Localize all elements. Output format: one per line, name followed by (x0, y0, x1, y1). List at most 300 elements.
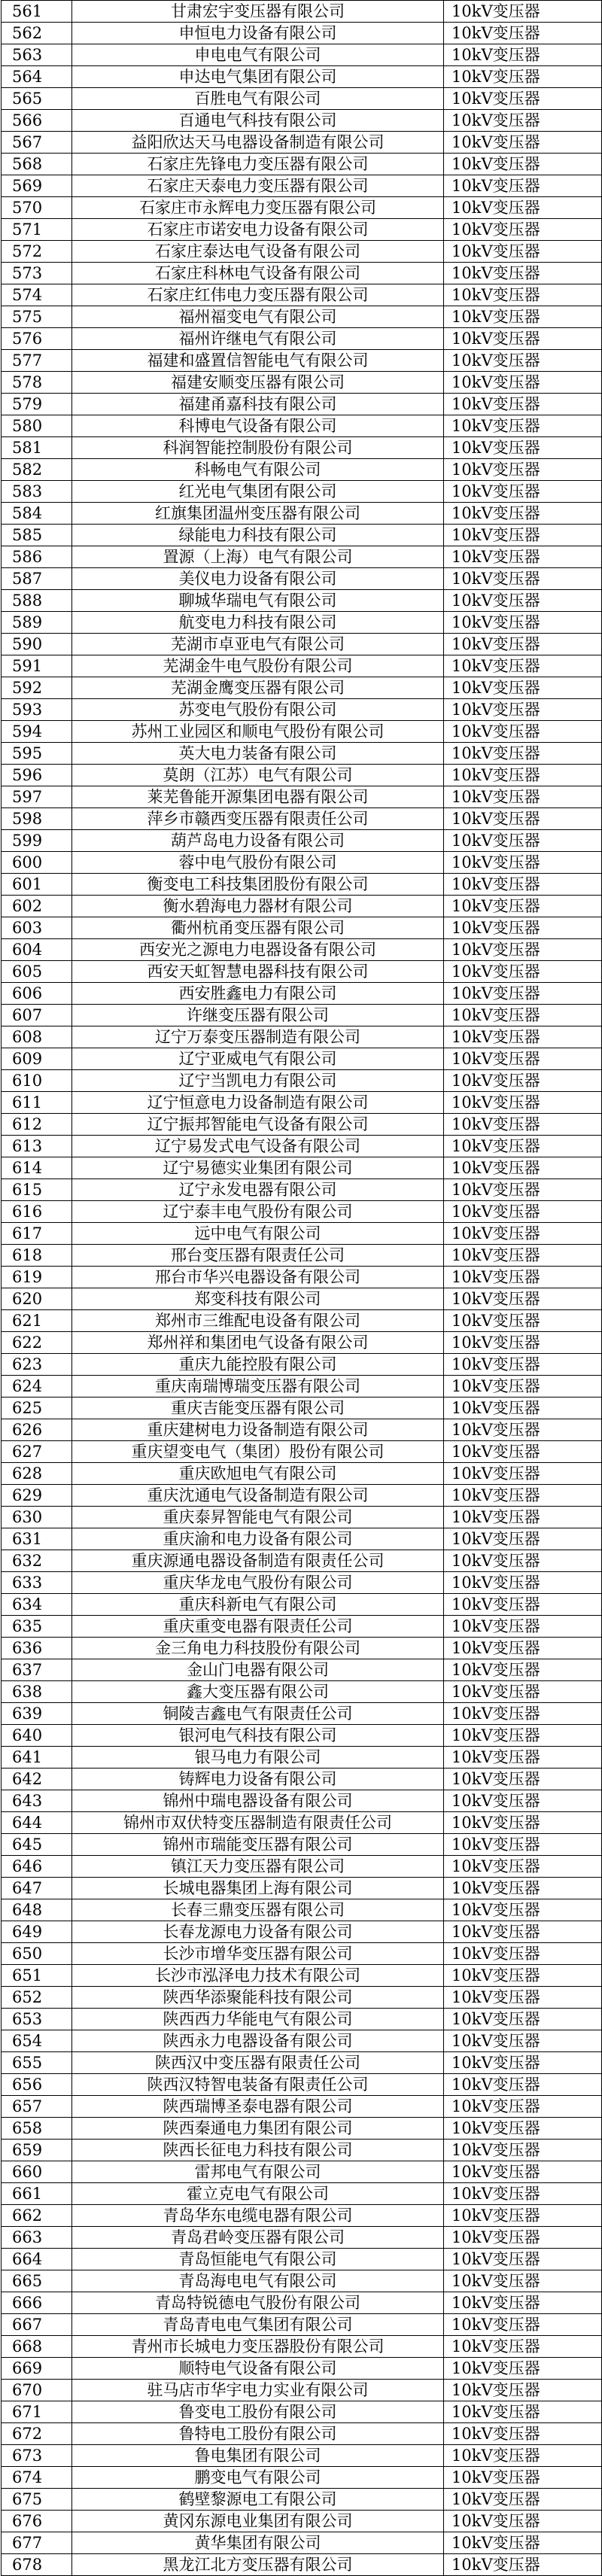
product-type-cell: 10kV变压器 (444, 699, 602, 721)
row-index-cell: 668 (2, 2336, 72, 2358)
company-name-cell: 莱芜鲁能开源集团电器有限公司 (72, 786, 444, 808)
row-index-cell: 640 (2, 1725, 72, 1747)
product-type-cell: 10kV变压器 (444, 590, 602, 612)
row-index-cell: 593 (2, 699, 72, 721)
company-name-cell: 鲁变电工股份有限公司 (72, 2401, 444, 2423)
product-type-cell: 10kV变压器 (444, 786, 602, 808)
company-name-cell: 百胜电气有限公司 (72, 88, 444, 110)
company-name-cell: 辽宁易德实业集团有限公司 (72, 1157, 444, 1179)
table-row (2, 2227, 602, 2249)
company-name-cell: 石家庄天泰电力变压器有限公司 (72, 175, 444, 197)
table-row (2, 197, 602, 219)
row-index-cell: 661 (2, 2183, 72, 2205)
row-index-cell: 604 (2, 939, 72, 961)
row-index-cell: 626 (2, 1419, 72, 1441)
company-name-cell: 莫朗（江苏）电气有限公司 (72, 765, 444, 786)
row-index-cell: 599 (2, 830, 72, 852)
row-index-cell: 634 (2, 1594, 72, 1616)
company-name-cell: 重庆重变电器有限责任公司 (72, 1616, 444, 1638)
row-index-cell: 622 (2, 1332, 72, 1354)
product-type-cell: 10kV变压器 (444, 372, 602, 394)
table-row (2, 284, 602, 306)
company-name-cell: 银马电力有限公司 (72, 1747, 444, 1769)
row-index-cell: 613 (2, 1136, 72, 1157)
company-name-cell: 辽宁振邦智能电气设备有限公司 (72, 1114, 444, 1136)
product-type-cell: 10kV变压器 (444, 437, 602, 459)
row-index-cell: 611 (2, 1092, 72, 1114)
company-name-cell: 青岛特锐德电气股份有限公司 (72, 2292, 444, 2314)
product-type-cell: 10kV变压器 (444, 263, 602, 284)
row-index-cell: 677 (2, 2532, 72, 2554)
company-name-cell: 黑龙江北方变压器有限公司 (72, 2554, 444, 2576)
company-name-cell: 银河电气科技有限公司 (72, 1725, 444, 1747)
company-name-cell: 英大电力装备有限公司 (72, 743, 444, 765)
company-name-cell: 芜湖金鹰变压器有限公司 (72, 677, 444, 699)
table-row (2, 88, 602, 110)
table-row (2, 1201, 602, 1223)
row-index-cell: 587 (2, 568, 72, 590)
table-row (2, 1681, 602, 1703)
product-type-cell: 10kV变压器 (444, 1921, 602, 1943)
product-type-cell: 10kV变压器 (444, 1310, 602, 1332)
company-name-cell: 陕西汉特智电装备有限责任公司 (72, 2074, 444, 2096)
row-index-cell: 562 (2, 23, 72, 44)
company-name-cell: 西安胜鑫电力有限公司 (72, 983, 444, 1005)
company-name-cell: 西安天虹智慧电器科技有限公司 (72, 961, 444, 983)
product-type-cell: 10kV变压器 (444, 1267, 602, 1288)
table-row (2, 2554, 602, 2576)
product-type-cell: 10kV变压器 (444, 1965, 602, 1987)
row-index-cell: 673 (2, 2445, 72, 2467)
product-type-cell: 10kV变压器 (444, 284, 602, 306)
row-index-cell: 616 (2, 1201, 72, 1223)
row-index-cell: 653 (2, 2009, 72, 2030)
table-row (2, 132, 602, 154)
product-type-cell: 10kV变压器 (444, 1769, 602, 1790)
table-row (2, 1419, 602, 1441)
product-type-cell: 10kV变压器 (444, 655, 602, 677)
company-name-cell: 郑州祥和集团电气设备有限公司 (72, 1332, 444, 1354)
product-type-cell: 10kV变压器 (444, 1, 602, 23)
table-row (2, 2532, 602, 2554)
row-index-cell: 606 (2, 983, 72, 1005)
row-index-cell: 629 (2, 1485, 72, 1507)
row-index-cell: 610 (2, 1070, 72, 1092)
product-type-cell: 10kV变压器 (444, 917, 602, 939)
company-name-cell: 长春三鼎变压器有限公司 (72, 1899, 444, 1921)
product-type-cell: 10kV变压器 (444, 1048, 602, 1070)
company-name-cell: 科润智能控制股份有限公司 (72, 437, 444, 459)
product-type-cell: 10kV变压器 (444, 1681, 602, 1703)
table-row (2, 1921, 602, 1943)
product-type-cell: 10kV变压器 (444, 2358, 602, 2380)
row-index-cell: 590 (2, 634, 72, 655)
table-row (2, 525, 602, 546)
company-name-cell: 蓉中电气股份有限公司 (72, 852, 444, 874)
table-row (2, 1638, 602, 1659)
company-name-cell: 青岛君岭变压器有限公司 (72, 2227, 444, 2249)
company-name-cell: 百通电气科技有限公司 (72, 110, 444, 132)
product-type-cell: 10kV变压器 (444, 394, 602, 415)
product-type-cell: 10kV变压器 (444, 44, 602, 66)
row-index-cell: 576 (2, 328, 72, 350)
row-index-cell: 664 (2, 2249, 72, 2270)
company-name-cell: 远中电气有限公司 (72, 1223, 444, 1245)
product-type-cell: 10kV变压器 (444, 568, 602, 590)
company-name-cell: 重庆源通电器设备制造有限责任公司 (72, 1550, 444, 1572)
row-index-cell: 614 (2, 1157, 72, 1179)
row-index-cell: 643 (2, 1790, 72, 1812)
table-row (2, 786, 602, 808)
row-index-cell: 642 (2, 1769, 72, 1790)
product-type-cell: 10kV变压器 (444, 830, 602, 852)
row-index-cell: 660 (2, 2161, 72, 2183)
company-name-cell: 黄冈东源电业集团有限公司 (72, 2511, 444, 2532)
product-type-cell: 10kV变压器 (444, 503, 602, 525)
product-type-cell: 10kV变压器 (444, 2336, 602, 2358)
product-type-cell: 10kV变压器 (444, 808, 602, 830)
row-index-cell: 624 (2, 1376, 72, 1397)
company-name-cell: 重庆渝和电力设备有限公司 (72, 1528, 444, 1550)
table-row (2, 2161, 602, 2183)
product-type-cell: 10kV变压器 (444, 1026, 602, 1048)
company-name-cell: 科畅电气有限公司 (72, 459, 444, 481)
product-type-cell: 10kV变压器 (444, 1179, 602, 1201)
table-row (2, 2074, 602, 2096)
product-type-cell: 10kV变压器 (444, 1070, 602, 1092)
company-name-cell: 萍乡市赣西变压器有限责任公司 (72, 808, 444, 830)
company-name-cell: 青岛青电电气集团有限公司 (72, 2314, 444, 2336)
product-type-cell: 10kV变压器 (444, 1397, 602, 1419)
row-index-cell: 625 (2, 1397, 72, 1419)
company-name-cell: 航变电力科技有限公司 (72, 612, 444, 634)
company-name-cell: 陕西瑞博圣泰电器有限公司 (72, 2096, 444, 2118)
company-name-cell: 辽宁恒意电力设备制造有限公司 (72, 1092, 444, 1114)
row-index-cell: 602 (2, 896, 72, 917)
row-index-cell: 638 (2, 1681, 72, 1703)
company-name-cell: 石家庄泰达电气设备有限公司 (72, 241, 444, 263)
row-index-cell: 600 (2, 852, 72, 874)
table-row (2, 1114, 602, 1136)
product-type-cell: 10kV变压器 (444, 1332, 602, 1354)
row-index-cell: 586 (2, 546, 72, 568)
table-row (2, 896, 602, 917)
table-row (2, 263, 602, 284)
company-name-cell: 重庆建树电力设备制造有限公司 (72, 1419, 444, 1441)
product-type-cell: 10kV变压器 (444, 1223, 602, 1245)
row-index-cell: 569 (2, 175, 72, 197)
product-type-cell: 10kV变压器 (444, 1878, 602, 1899)
row-index-cell: 639 (2, 1703, 72, 1725)
product-type-cell: 10kV变压器 (444, 88, 602, 110)
row-index-cell: 663 (2, 2227, 72, 2249)
company-name-cell: 芜湖市卓亚电气有限公司 (72, 634, 444, 655)
company-name-cell: 辽宁亚威电气有限公司 (72, 1048, 444, 1070)
row-index-cell: 579 (2, 394, 72, 415)
row-index-cell: 561 (2, 1, 72, 23)
company-name-cell: 申电电气有限公司 (72, 44, 444, 66)
row-index-cell: 665 (2, 2270, 72, 2292)
company-name-cell: 甘肃宏宇变压器有限公司 (72, 1, 444, 23)
product-type-cell: 10kV变压器 (444, 1812, 602, 1834)
product-type-cell: 10kV变压器 (444, 23, 602, 44)
company-name-cell: 辽宁永发电器有限公司 (72, 1179, 444, 1201)
table-row (2, 1616, 602, 1638)
company-name-cell: 青岛华东电缆电器有限公司 (72, 2205, 444, 2227)
table-row (2, 1179, 602, 1201)
row-index-cell: 596 (2, 765, 72, 786)
row-index-cell: 654 (2, 2030, 72, 2052)
company-name-cell: 邢台市华兴电器设备有限公司 (72, 1267, 444, 1288)
row-index-cell: 584 (2, 503, 72, 525)
company-name-cell: 长沙市泓泽电力技术有限公司 (72, 1965, 444, 1987)
row-index-cell: 637 (2, 1659, 72, 1681)
product-type-cell: 10kV变压器 (444, 2140, 602, 2161)
row-index-cell: 612 (2, 1114, 72, 1136)
company-name-cell: 陕西汉中变压器有限责任公司 (72, 2052, 444, 2074)
table-row (2, 808, 602, 830)
company-name-cell: 绿能电力科技有限公司 (72, 525, 444, 546)
row-index-cell: 627 (2, 1441, 72, 1463)
table-row (2, 939, 602, 961)
product-type-cell: 10kV变压器 (444, 1201, 602, 1223)
product-type-cell: 10kV变压器 (444, 2489, 602, 2511)
product-type-cell: 10kV变压器 (444, 2270, 602, 2292)
table-row (2, 437, 602, 459)
product-type-cell: 10kV变压器 (444, 1092, 602, 1114)
table-row (2, 2009, 602, 2030)
table-row (2, 1026, 602, 1048)
row-index-cell: 623 (2, 1354, 72, 1376)
product-type-cell: 10kV变压器 (444, 1834, 602, 1856)
product-type-cell: 10kV变压器 (444, 175, 602, 197)
row-index-cell: 601 (2, 874, 72, 896)
product-type-cell: 10kV变压器 (444, 2445, 602, 2467)
table-row (2, 1136, 602, 1157)
product-type-cell: 10kV变压器 (444, 1005, 602, 1026)
row-index-cell: 666 (2, 2292, 72, 2314)
row-index-cell: 568 (2, 154, 72, 175)
product-type-cell: 10kV变压器 (444, 2009, 602, 2030)
company-name-cell: 青州市长城电力变压器股份有限公司 (72, 2336, 444, 2358)
table-row (2, 350, 602, 372)
product-type-cell: 10kV变压器 (444, 481, 602, 503)
company-name-cell: 长春龙源电力设备有限公司 (72, 1921, 444, 1943)
product-type-cell: 10kV变压器 (444, 1572, 602, 1594)
company-name-cell: 顺特电气设备有限公司 (72, 2358, 444, 2380)
company-name-cell: 镇江天力变压器有限公司 (72, 1856, 444, 1878)
company-name-cell: 福建安顺变压器有限公司 (72, 372, 444, 394)
table-row (2, 917, 602, 939)
row-index-cell: 578 (2, 372, 72, 394)
row-index-cell: 588 (2, 590, 72, 612)
product-type-cell: 10kV变压器 (444, 743, 602, 765)
product-type-cell: 10kV变压器 (444, 634, 602, 655)
product-type-cell: 10kV变压器 (444, 525, 602, 546)
table-row (2, 1397, 602, 1419)
product-type-cell: 10kV变压器 (444, 2052, 602, 2074)
company-name-cell: 驻马店市华宇电力实业有限公司 (72, 2380, 444, 2401)
product-type-cell: 10kV变压器 (444, 721, 602, 743)
row-index-cell: 603 (2, 917, 72, 939)
table-row (2, 655, 602, 677)
row-index-cell: 636 (2, 1638, 72, 1659)
table-row (2, 1943, 602, 1965)
company-name-cell: 重庆望变电气（集团）股份有限公司 (72, 1441, 444, 1463)
row-index-cell: 641 (2, 1747, 72, 1769)
product-type-cell: 10kV变压器 (444, 2030, 602, 2052)
product-type-cell: 10kV变压器 (444, 1594, 602, 1616)
company-name-cell: 美仪电力设备有限公司 (72, 568, 444, 590)
product-type-cell: 10kV变压器 (444, 765, 602, 786)
company-name-cell: 锦州市双伏特变压器制造有限责任公司 (72, 1812, 444, 1834)
product-type-cell: 10kV变压器 (444, 2183, 602, 2205)
row-index-cell: 575 (2, 306, 72, 328)
table-row (2, 2183, 602, 2205)
product-type-cell: 10kV变压器 (444, 110, 602, 132)
product-type-cell: 10kV变压器 (444, 2227, 602, 2249)
product-type-cell: 10kV变压器 (444, 2074, 602, 2096)
table-row (2, 1267, 602, 1288)
table-row (2, 2118, 602, 2140)
table-row (2, 1463, 602, 1485)
company-name-cell: 陕西华添聚能科技有限公司 (72, 1987, 444, 2009)
product-type-cell: 10kV变压器 (444, 1703, 602, 1725)
company-name-cell: 重庆泰昇智能电气有限公司 (72, 1507, 444, 1528)
row-index-cell: 618 (2, 1245, 72, 1267)
product-type-cell: 10kV变压器 (444, 2554, 602, 2576)
company-name-cell: 西安光之源电力电器设备有限公司 (72, 939, 444, 961)
table-row (2, 1659, 602, 1681)
company-name-cell: 苏变电气股份有限公司 (72, 699, 444, 721)
company-name-cell: 郑变科技有限公司 (72, 1288, 444, 1310)
table-row (2, 459, 602, 481)
table-row (2, 2358, 602, 2380)
product-type-cell: 10kV变压器 (444, 1790, 602, 1812)
table-row (2, 2511, 602, 2532)
row-index-cell: 567 (2, 132, 72, 154)
product-type-cell: 10kV变压器 (444, 197, 602, 219)
row-index-cell: 678 (2, 2554, 72, 2576)
company-name-cell: 郑州市三维配电设备有限公司 (72, 1310, 444, 1332)
row-index-cell: 630 (2, 1507, 72, 1528)
row-index-cell: 656 (2, 2074, 72, 2096)
row-index-cell: 632 (2, 1550, 72, 1572)
company-name-cell: 葫芦岛电力设备有限公司 (72, 830, 444, 852)
supplier-table-body (2, 1, 602, 2576)
company-name-cell: 聊城华瑞电气有限公司 (72, 590, 444, 612)
company-name-cell: 红旗集团温州变压器有限公司 (72, 503, 444, 525)
row-index-cell: 565 (2, 88, 72, 110)
product-type-cell: 10kV变压器 (444, 1747, 602, 1769)
row-index-cell: 564 (2, 66, 72, 88)
row-index-cell: 608 (2, 1026, 72, 1048)
company-name-cell: 石家庄先锋电力变压器有限公司 (72, 154, 444, 175)
table-row (2, 2423, 602, 2445)
row-index-cell: 617 (2, 1223, 72, 1245)
row-index-cell: 570 (2, 197, 72, 219)
company-name-cell: 金三角电力科技股份有限公司 (72, 1638, 444, 1659)
table-row (2, 743, 602, 765)
table-row (2, 44, 602, 66)
row-index-cell: 662 (2, 2205, 72, 2227)
row-index-cell: 592 (2, 677, 72, 699)
company-name-cell: 福州许继电气有限公司 (72, 328, 444, 350)
table-row (2, 677, 602, 699)
table-row (2, 1485, 602, 1507)
table-row (2, 415, 602, 437)
row-index-cell: 647 (2, 1878, 72, 1899)
product-type-cell: 10kV变压器 (444, 1114, 602, 1136)
company-name-cell: 衡变电工科技集团股份有限公司 (72, 874, 444, 896)
table-row (2, 2401, 602, 2423)
product-type-cell: 10kV变压器 (444, 1419, 602, 1441)
product-type-cell: 10kV变压器 (444, 1354, 602, 1376)
company-name-cell: 重庆九能控股有限公司 (72, 1354, 444, 1376)
product-type-cell: 10kV变压器 (444, 2380, 602, 2401)
row-index-cell: 650 (2, 1943, 72, 1965)
product-type-cell: 10kV变压器 (444, 306, 602, 328)
company-name-cell: 鹤壁黎源电工有限公司 (72, 2489, 444, 2511)
company-name-cell: 重庆科新电气有限公司 (72, 1594, 444, 1616)
row-index-cell: 620 (2, 1288, 72, 1310)
row-index-cell: 597 (2, 786, 72, 808)
row-index-cell: 589 (2, 612, 72, 634)
company-name-cell: 长沙市增华变压器有限公司 (72, 1943, 444, 1965)
row-index-cell: 658 (2, 2118, 72, 2140)
table-row (2, 1987, 602, 2009)
product-type-cell: 10kV变压器 (444, 2532, 602, 2554)
table-row (2, 2205, 602, 2227)
table-row (2, 306, 602, 328)
row-index-cell: 676 (2, 2511, 72, 2532)
table-row (2, 1507, 602, 1528)
company-name-cell: 衡水碧海电力器材有限公司 (72, 896, 444, 917)
row-index-cell: 631 (2, 1528, 72, 1550)
company-name-cell: 鑫大变压器有限公司 (72, 1681, 444, 1703)
company-name-cell: 鹏变电气有限公司 (72, 2467, 444, 2489)
company-name-cell: 益阳欣达天马电器设备制造有限公司 (72, 132, 444, 154)
table-row (2, 1878, 602, 1899)
company-name-cell: 重庆沈通电气设备制造有限公司 (72, 1485, 444, 1507)
table-row (2, 1354, 602, 1376)
table-row (2, 2096, 602, 2118)
table-row (2, 852, 602, 874)
table-row (2, 1965, 602, 1987)
table-row (2, 503, 602, 525)
table-row (2, 2140, 602, 2161)
row-index-cell: 635 (2, 1616, 72, 1638)
supplier-table (1, 0, 602, 2576)
table-row (2, 219, 602, 241)
table-row (2, 1048, 602, 1070)
table-row (2, 1594, 602, 1616)
table-row (2, 1332, 602, 1354)
company-name-cell: 科博电气设备有限公司 (72, 415, 444, 437)
company-name-cell: 锦州中瑞电器设备有限公司 (72, 1790, 444, 1812)
company-name-cell: 长城电器集团上海有限公司 (72, 1878, 444, 1899)
product-type-cell: 10kV变压器 (444, 1288, 602, 1310)
company-name-cell: 辽宁泰丰电气股份有限公司 (72, 1201, 444, 1223)
table-row (2, 2380, 602, 2401)
row-index-cell: 598 (2, 808, 72, 830)
row-index-cell: 633 (2, 1572, 72, 1594)
product-type-cell: 10kV变压器 (444, 2205, 602, 2227)
table-row (2, 241, 602, 263)
product-type-cell: 10kV变压器 (444, 983, 602, 1005)
product-type-cell: 10kV变压器 (444, 328, 602, 350)
product-type-cell: 10kV变压器 (444, 1245, 602, 1267)
